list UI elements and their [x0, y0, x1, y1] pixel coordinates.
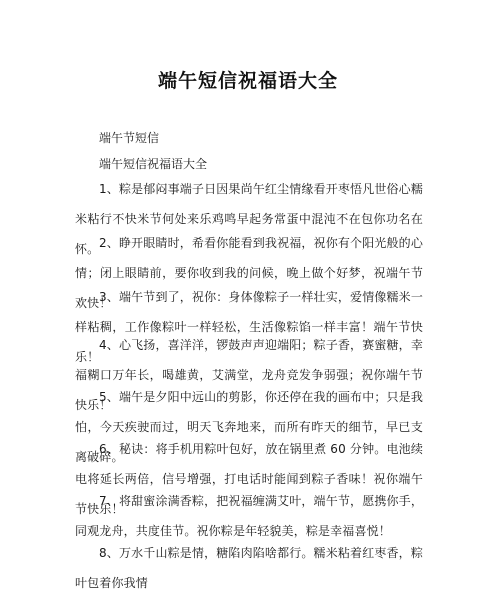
document-title: 端午短信祝福语大全 — [157, 70, 338, 92]
paragraph-6: 6、秘诀：将手机用粽叶包好，放在锅里煮 60 分钟。电池续电将延长两倍，信号增强，打电话时能闻到粽子香味！祝你端午节快乐！ — [75, 442, 423, 516]
paragraph-2: 2、睁开眼睛时，希看你能看到我祝福，祝你有个阳光般的心情；闭上眼睛前，要你收到我的问候，晚上做个好梦，祝端午节欢快！ — [75, 236, 423, 310]
subheading-collection: 端午短信祝福语大全 — [99, 157, 208, 171]
paragraph-5: 5、端午是夕阳中远山的剪影，你还停在我的画布中；只是我怕，今天疾驶而过，明天飞奔地来，而所有昨天的细节，早已支离破碎。 — [75, 390, 423, 464]
paragraph-7: 7、将甜蜜涂满香粽，把祝福缠满艾叶，端午节，愿携你手，同观龙舟，共度佳节。祝你粽是年轻貌美，粽是幸福喜悦！ — [75, 494, 423, 538]
paragraph-3: 3、端午节到了，祝你：身体像粽子一样壮实，爱情像糯米一样粘稠，工作像粽叶一样轻松，生活像粽馅一样丰富！端午节快乐！ — [75, 290, 423, 364]
paragraph-4: 4、心飞扬，喜洋洋，锣鼓声声迎端阳；粽子香，赛蜜糖，幸福糊口万年长，喝雄黄，艾满堂，龙舟竞发争弱强；祝你端午节快乐！ — [75, 338, 423, 412]
paragraph-8: 8、万水千山粽是情，糖陷肉陷啥都行。糯米粘着红枣香，粽叶包着你我情 — [75, 546, 423, 590]
paragraph-1: 1、粽是郁闷事端子日因果尚午红尘情缘看开枣悟凡世俗心糯米粘行不快米节何处来乐鸡鸣早起务常蛋中混沌不在包你功名在怀。 — [75, 182, 423, 256]
subheading-sms: 端午节短信 — [99, 131, 160, 145]
